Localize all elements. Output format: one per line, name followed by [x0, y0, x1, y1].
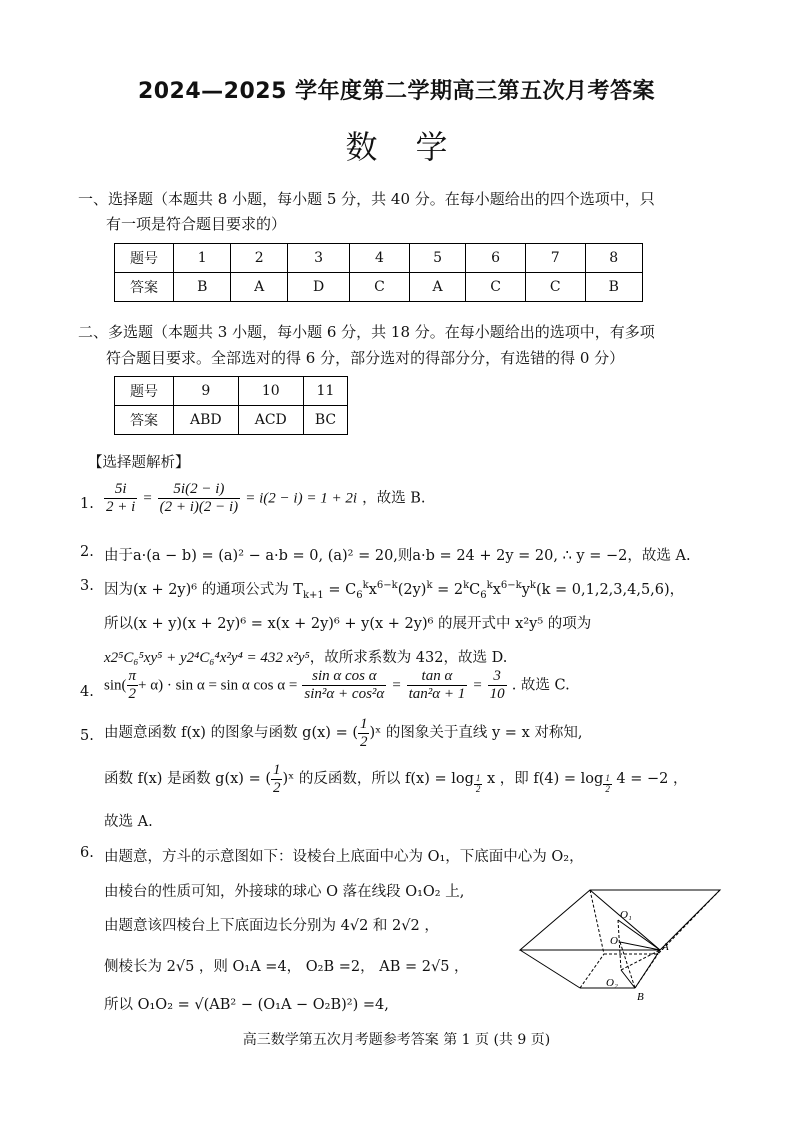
table-cell: 9 [174, 377, 239, 406]
page-title: 2024—2025 学年度第二学期高三第五次月考答案 [137, 79, 656, 104]
table-row [115, 377, 348, 406]
solution-5-line1: 由题意函数 f(x) 的图象与函数 g(x) = ( $\frac{1}{2}$ )ˣ 的图象关于直线 y = x 对称知, [104, 716, 583, 750]
solution-1: $\frac{5i}{2 + i}$ = $\frac{5i(2 - i)}{(2 + i)(2 - i)}$ = i(2 − i) = 1 + 2i ，故选 B. [106, 481, 426, 515]
row-label-answer: 答案 [115, 406, 174, 435]
table-cell: 1 [174, 244, 231, 273]
table-cell: 10 [238, 377, 303, 406]
row-label-answer: 答案 [115, 273, 174, 302]
table-row [115, 273, 643, 302]
label-a: A [662, 941, 669, 953]
analysis-heading: 【选择题解析】 [88, 455, 190, 471]
fraction: $\frac{5i}{2 + i}$ [106, 481, 136, 515]
section1-answer-table [114, 243, 643, 302]
section2-heading: 二、多选题（本题共 3 小题，每小题 6 分，共 18 分。在每小题给出的选项中，有多项 [78, 323, 655, 341]
table-cell: 5 [409, 244, 466, 273]
fraction: $\frac{1}{2}$ [359, 716, 368, 750]
item-number: 1. [80, 496, 94, 512]
solution-5-line2: 函数 f(x) 是函数 g(x) = ( $\frac{1}{2}$ )ˣ 的反函数，所以 f(x) = log $_{\frac{1}{2}}$ x ，即 f(4) = log $_{\frac{1}{2}}$ 4 = −2 ， [104, 762, 688, 796]
item-number: 6. [80, 845, 94, 861]
section1-heading: 一、选择题（本题共 8 小题，每小题 5 分，共 40 分。在每小题给出的四个选项中，只 [78, 190, 655, 208]
item-number: 2. [80, 544, 94, 560]
table-cell: 3 [288, 244, 350, 273]
fraction: $\frac{\text{sin α cos α}}{\text{sin²α + cos²α}}$ [304, 668, 385, 702]
solution-6-line2: 由棱台的性质可知，外接球的球心 O 落在线段 O₁O₂ 上, [104, 884, 465, 900]
row-label-question: 题号 [115, 244, 174, 273]
table-cell: 2 [231, 244, 288, 273]
label-o2: O₂ [606, 977, 618, 989]
table-row [115, 406, 348, 435]
item-number: 5. [80, 728, 94, 744]
table-cell: D [288, 273, 350, 302]
fraction: $\frac{\text{tan α}}{\text{tan²α + 1}}$ [408, 668, 466, 702]
section2-heading-cont: 符合题目要求。全部选对的得 6 分，部分选对的得部分分，有选错的得 0 分） [106, 349, 625, 367]
table-cell: 6 [466, 244, 526, 273]
table-cell: B [585, 273, 643, 302]
item-number: 4. [80, 684, 94, 700]
table-cell: C [525, 273, 585, 302]
table-row [115, 244, 643, 273]
row-label-question: 题号 [115, 377, 174, 406]
solution-6-line4: 侧棱长为 2√5 ，则 O₁A =4， O₂B =2， AB = 2√5 ， [104, 959, 469, 975]
solution-3-line2: 所以(x + y)(x + 2y)⁶ = x(x + 2y)⁶ + y(x + 2y)⁶ 的展开式中 x²y⁵ 的项为 [104, 616, 592, 632]
fraction: $\frac{3}{10}$ [489, 668, 505, 702]
fraction: $\frac{5i(2 - i)}{(2 + i)(2 - i)}$ [159, 481, 239, 515]
table-cell: 11 [303, 377, 347, 406]
frustum-diagram [510, 880, 725, 1005]
solution-3-line1: 因为(x + 2y)⁶ 的通项公式为 $T_{k+1} = C_6^kx^{6-k}(2y)^k = 2^kC_6^kx^{6-k}y^k(k = 0,1,2,3,4,5,6)$， [104, 580, 685, 601]
solution-4: sin( $\frac{\pi}{2}$ + α) · sin α = sin α cos α = $\frac{\text{sin α cos α}}{\text{sin²α + cos²α}}$ = $\frac{\text{tan α}}{\text{tan²α + 1}}$ = $\frac{3}{10}$ . 故选 C. [104, 668, 570, 702]
table-cell: ABD [174, 406, 239, 435]
solution-6-line3: 由题意该四棱台上下底面边长分别为 4√2 和 2√2 ， [104, 918, 439, 934]
solution-5-line3: 故选 A. [104, 814, 153, 830]
page-footer: 高三数学第五次月考题参考答案 第 1 页 (共 9 页) [242, 1032, 551, 1048]
item-number: 3. [80, 578, 94, 594]
solution-3-line3: x2⁵C₆⁵xy⁵ + y2⁴C₆⁴x²y⁴ = 432 x²y⁵，故所求系数为 432，故选 D. [104, 650, 508, 666]
label-o: O [610, 935, 618, 947]
solution-6-line1: 由题意，方斗的示意图如下：设棱台上底面中心为 O₁，下底面中心为 O₂， [104, 849, 584, 865]
label-o1: O₁ [620, 909, 632, 921]
table-cell: B [174, 273, 231, 302]
table-cell: A [231, 273, 288, 302]
table-cell: A [409, 273, 466, 302]
table-cell: C [350, 273, 410, 302]
table-cell: 8 [585, 244, 643, 273]
table-cell: 4 [350, 244, 410, 273]
label-b: B [637, 991, 644, 1003]
solution-6-line5: 所以 O₁O₂ = √(AB² − (O₁A − O₂B)²) =4, [104, 997, 389, 1013]
solution-2: 由于a·(a − b) = (a)² − a·b = 0, (a)² = 20,则a·b = 24 + 2y = 20, ∴ y = −2，故选 A. [104, 548, 691, 564]
fraction: $\frac{\pi}{2}$ [128, 668, 137, 702]
fraction: $\frac{1}{2}$ [272, 762, 281, 796]
section2-answer-table [114, 376, 348, 435]
table-cell: C [466, 273, 526, 302]
table-cell: ACD [238, 406, 303, 435]
table-cell: 7 [525, 244, 585, 273]
subject-title: 数学 [345, 128, 486, 166]
section1-heading-cont: 有一项是符合题目要求的） [106, 215, 287, 233]
table-cell: BC [303, 406, 347, 435]
